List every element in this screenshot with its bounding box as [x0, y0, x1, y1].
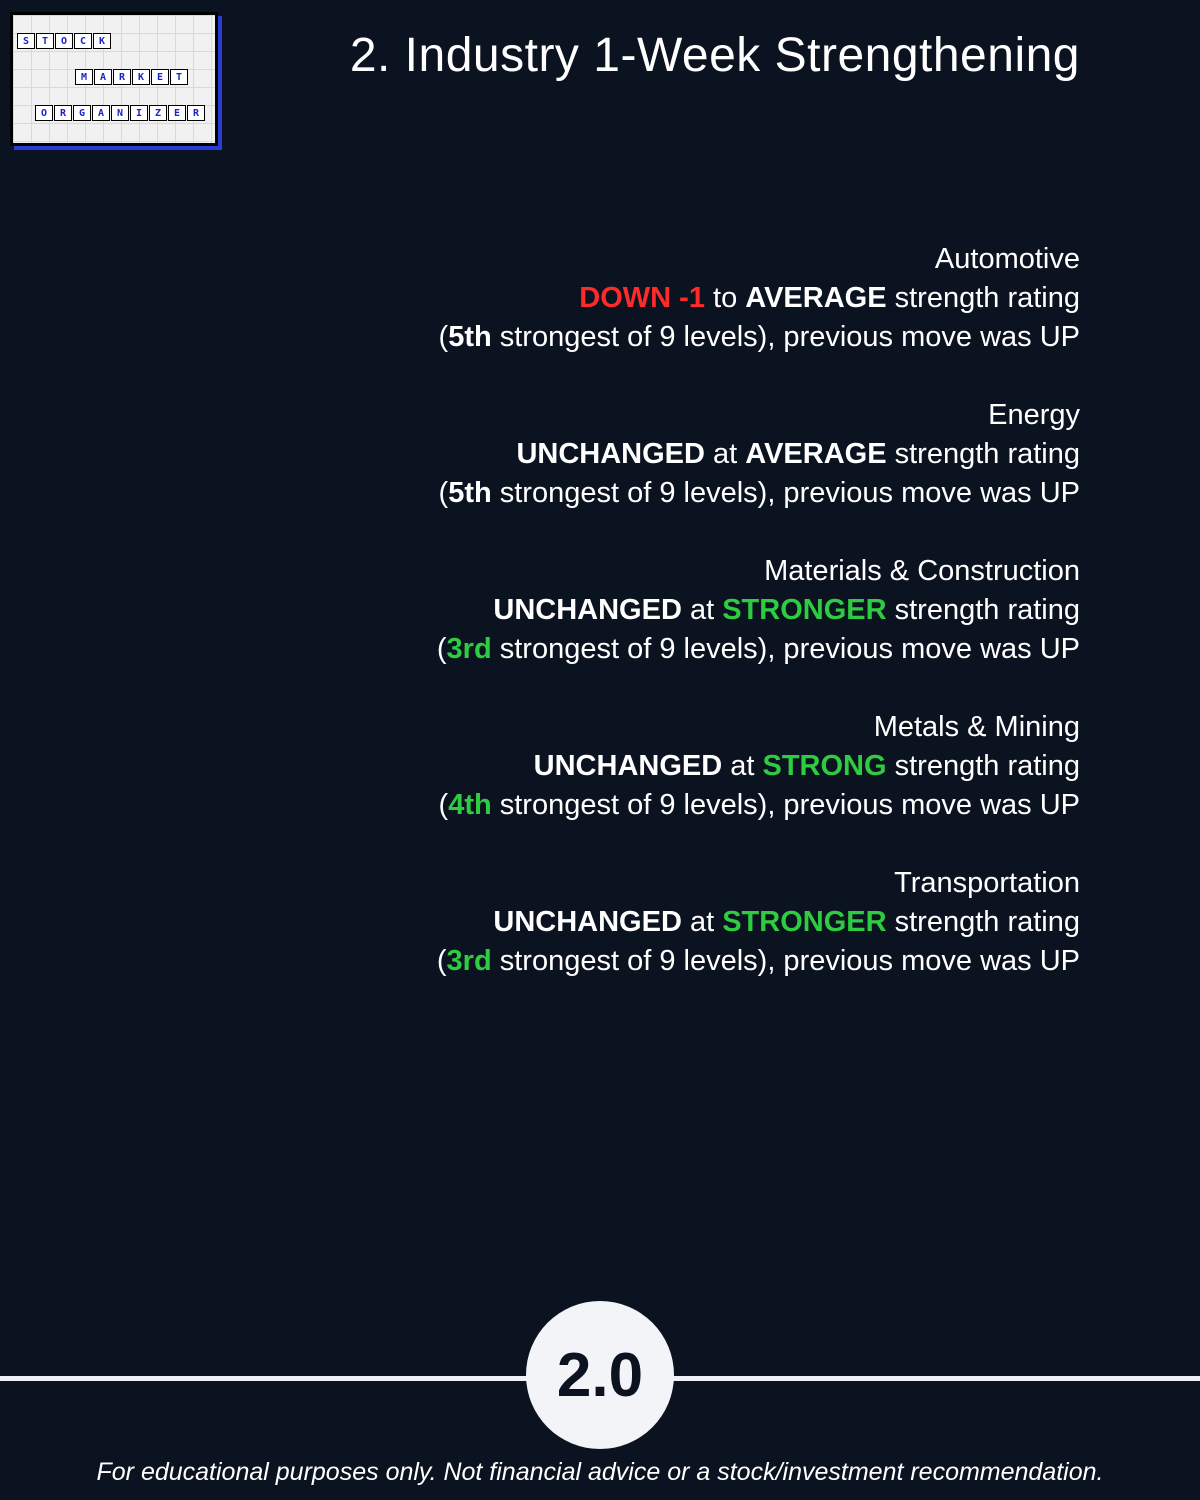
change-label: UNCHANGED — [516, 438, 705, 470]
logo-letter: E — [168, 105, 186, 121]
logo-letter: M — [75, 69, 93, 85]
rank-line: (4th strongest of 9 levels), previous move was UP — [438, 789, 1080, 821]
rating-change-line — [180, 591, 1080, 630]
industry-entry-energy — [180, 396, 1080, 513]
rating-label: STRONG — [762, 750, 887, 782]
logo-letter: K — [93, 33, 111, 49]
rating-change-line — [180, 435, 1080, 474]
industry-name: Metals & Mining — [873, 711, 1080, 743]
logo-word-organizer — [35, 105, 206, 121]
industry-name: Automotive — [934, 243, 1080, 275]
connector-text: at — [689, 906, 715, 938]
change-label: UNCHANGED — [493, 594, 682, 626]
rating-suffix: strength rating — [894, 282, 1080, 314]
connector-text: at — [730, 750, 755, 782]
rank-line: (3rd strongest of 9 levels), previous move was UP — [436, 945, 1080, 977]
logo-letter: O — [35, 105, 53, 121]
page-title: 2. Industry 1-Week Strengthening — [349, 29, 1080, 82]
rating-label: STRONGER — [722, 906, 887, 938]
industry-list — [180, 240, 1080, 1020]
logo-letter: A — [92, 105, 110, 121]
industry-name: Energy — [988, 399, 1080, 431]
change-label: UNCHANGED — [533, 750, 723, 782]
industry-entry-automotive — [180, 240, 1080, 357]
rank-text: strongest of 9 levels), previous move was UP — [499, 633, 1080, 665]
logo-letter: R — [113, 69, 131, 85]
industry-entry-metals-mining — [180, 708, 1080, 825]
logo-letter: E — [151, 69, 169, 85]
logo-letter: K — [132, 69, 150, 85]
disclaimer-text: For educational purposes only. Not financial advice or a stock/investment recommendation. — [96, 1458, 1104, 1486]
rank-label: 5th — [448, 477, 492, 509]
logo-letter: G — [73, 105, 91, 121]
logo-letter: Z — [149, 105, 167, 121]
industry-name: Materials & Construction — [764, 555, 1080, 587]
rating-suffix: strength rating — [894, 906, 1080, 938]
rating-suffix: strength rating — [894, 594, 1080, 626]
page-number-badge: 2.0 — [526, 1301, 674, 1449]
rank-label: 5th — [448, 321, 492, 353]
rank-label: 3rd — [446, 945, 492, 977]
rating-change-line — [180, 279, 1080, 318]
connector-text: at — [713, 438, 738, 470]
logo-letter: O — [55, 33, 73, 49]
rating-change-line — [180, 903, 1080, 942]
rating-change-line — [180, 747, 1080, 786]
logo-letter: N — [111, 105, 129, 121]
connector-text: at — [689, 594, 715, 626]
connector-text: to — [713, 282, 738, 314]
logo-letter: C — [74, 33, 92, 49]
rank-text: strongest of 9 levels), previous move was UP — [499, 477, 1080, 509]
logo-word-market — [75, 69, 189, 85]
rating-suffix: strength rating — [894, 438, 1080, 470]
rank-text: strongest of 9 levels), previous move was UP — [499, 945, 1080, 977]
rank-text: strongest of 9 levels), previous move was UP — [499, 789, 1080, 821]
logo-letter: T — [170, 69, 188, 85]
rating-suffix: strength rating — [894, 750, 1080, 782]
logo-letter: A — [94, 69, 112, 85]
logo-letter: R — [187, 105, 205, 121]
rank-text: strongest of 9 levels), previous move was UP — [499, 321, 1080, 353]
rating-label: AVERAGE — [745, 438, 887, 470]
rank-label: 4th — [448, 789, 492, 821]
industry-name: Transportation — [894, 867, 1080, 899]
change-label: UNCHANGED — [493, 906, 682, 938]
logo-letter: I — [130, 105, 148, 121]
rating-label: AVERAGE — [745, 282, 887, 314]
logo-letter: R — [54, 105, 72, 121]
rank-line: (5th strongest of 9 levels), previous move was UP — [438, 321, 1080, 353]
logo-letter: T — [36, 33, 54, 49]
logo-word-stock — [17, 33, 112, 49]
rating-label: STRONGER — [722, 594, 887, 626]
rank-line: (3rd strongest of 9 levels), previous move was UP — [436, 633, 1080, 665]
industry-entry-materials-construction — [180, 552, 1080, 669]
change-label: DOWN -1 — [579, 282, 705, 314]
logo-letter: S — [17, 33, 35, 49]
rank-line: (5th strongest of 9 levels), previous move was UP — [438, 477, 1080, 509]
industry-entry-transportation — [180, 864, 1080, 981]
stock-market-organizer-logo — [10, 12, 218, 146]
rank-label: 3rd — [446, 633, 492, 665]
